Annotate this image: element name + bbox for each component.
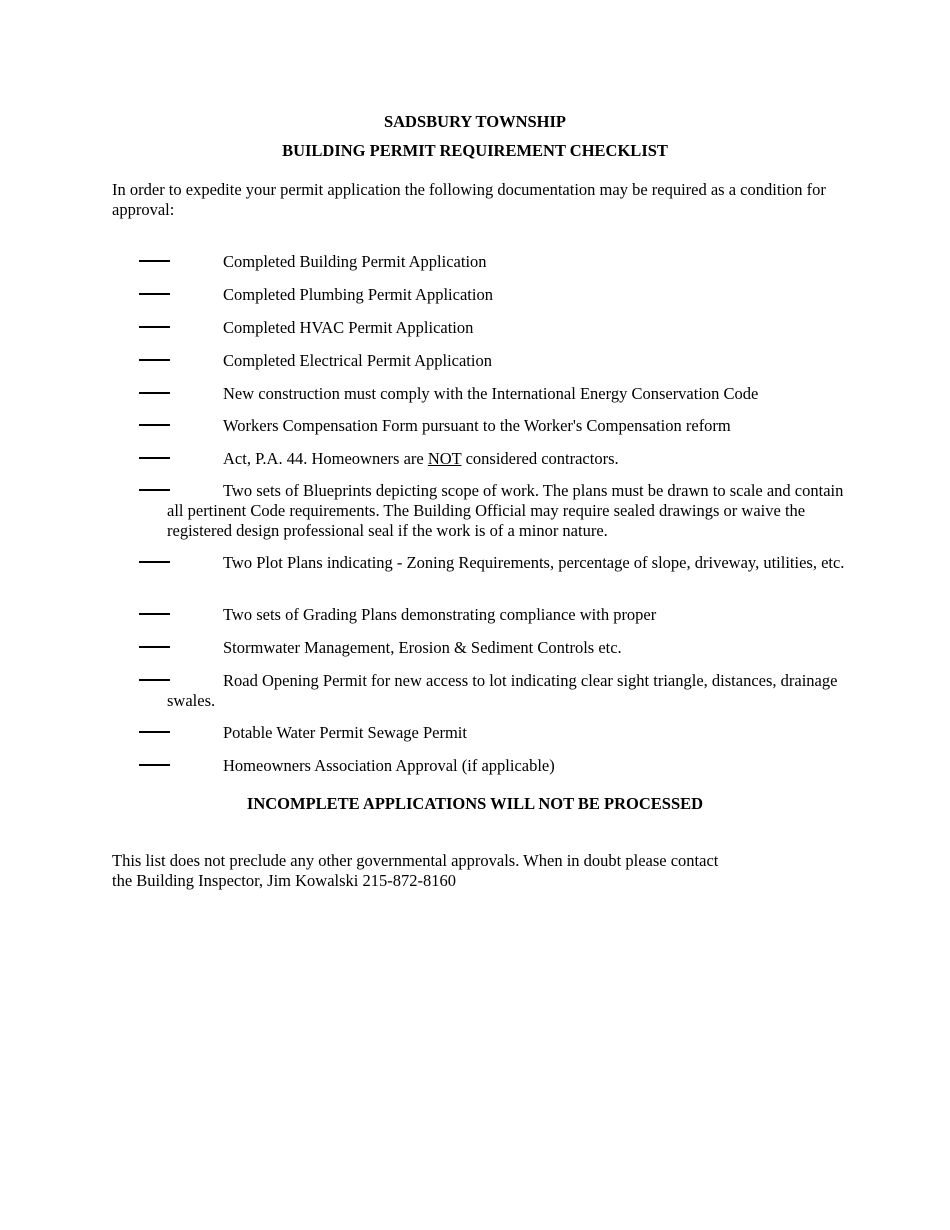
checklist-item-text: Two sets of Grading Plans demonstrating compliance with proper bbox=[223, 605, 657, 624]
checkbox-blank-line[interactable] bbox=[139, 359, 170, 361]
page-title-checklist: BUILDING PERMIT REQUIREMENT CHECKLIST bbox=[282, 141, 668, 160]
emphasis-not: NOT bbox=[427, 449, 462, 468]
intro-paragraph: In order to expedite your permit application the following documentation may be required as a condition for approval: bbox=[112, 180, 826, 219]
checkbox-blank-line[interactable] bbox=[139, 392, 170, 394]
page-title-township: SADSBURY TOWNSHIP bbox=[383, 112, 567, 131]
checklist-item-text: Completed Plumbing Permit Application bbox=[223, 285, 493, 304]
checklist-item-text: Completed Electrical Permit Application bbox=[223, 351, 492, 370]
footer-note bbox=[112, 851, 832, 891]
checklist-item-text: Completed Building Permit Application bbox=[223, 252, 487, 271]
checkbox-blank-line[interactable] bbox=[139, 613, 170, 615]
item-text-after: considered contractors. bbox=[461, 449, 619, 468]
checkbox-blank-line[interactable] bbox=[139, 457, 170, 459]
checkbox-blank-line[interactable] bbox=[139, 679, 170, 681]
checkbox-blank-line[interactable] bbox=[139, 260, 170, 262]
incomplete-warning: INCOMPLETE APPLICATIONS WILL NOT BE PROCESSED bbox=[246, 794, 704, 813]
checkbox-blank-line[interactable] bbox=[139, 731, 170, 733]
checklist-item-text: Potable Water Permit Sewage Permit bbox=[223, 723, 467, 742]
checkbox-blank-line[interactable] bbox=[139, 646, 170, 648]
checklist-item-text: Road Opening Permit for new access to lot indicating clear sight triangle, distances, drainage swales. bbox=[167, 671, 838, 710]
checklist-item-text: Homeowners Association Approval (if applicable) bbox=[223, 756, 555, 775]
checklist-item-text: Two sets of Blueprints depicting scope of work. The plans must be drawn to scale and contain all pertinent Code requirements. The Building Official may require sealed drawings or waive the registered design professional seal if the work is of a minor nature. bbox=[167, 481, 844, 540]
checkbox-blank-line[interactable] bbox=[139, 424, 170, 426]
checklist-item-text: Two Plot Plans indicating - Zoning Requirements, percentage of slope, driveway, utilities, etc. bbox=[223, 553, 845, 572]
checkbox-blank-line[interactable] bbox=[139, 489, 170, 491]
checklist-item-text bbox=[167, 449, 847, 469]
checkbox-blank-line[interactable] bbox=[139, 293, 170, 295]
item-text-before: Act, P.A. 44. Homeowners are bbox=[223, 449, 428, 468]
checklist-item-text: Workers Compensation Form pursuant to the Worker's Compensation reform bbox=[223, 416, 731, 435]
checkbox-blank-line[interactable] bbox=[139, 764, 170, 766]
checklist-item-text: New construction must comply with the International Energy Conservation Code bbox=[223, 384, 759, 403]
footer-line-1: This list does not preclude any other governmental approvals. When in doubt please contact bbox=[112, 851, 719, 870]
checkbox-blank-line[interactable] bbox=[139, 326, 170, 328]
footer-line-2: the Building Inspector, Jim Kowalski 215-872-8160 bbox=[112, 871, 456, 890]
checklist-item-text: Completed HVAC Permit Application bbox=[223, 318, 474, 337]
checklist-item-text: Stormwater Management, Erosion & Sediment Controls etc. bbox=[223, 638, 622, 657]
checkbox-blank-line[interactable] bbox=[139, 561, 170, 563]
